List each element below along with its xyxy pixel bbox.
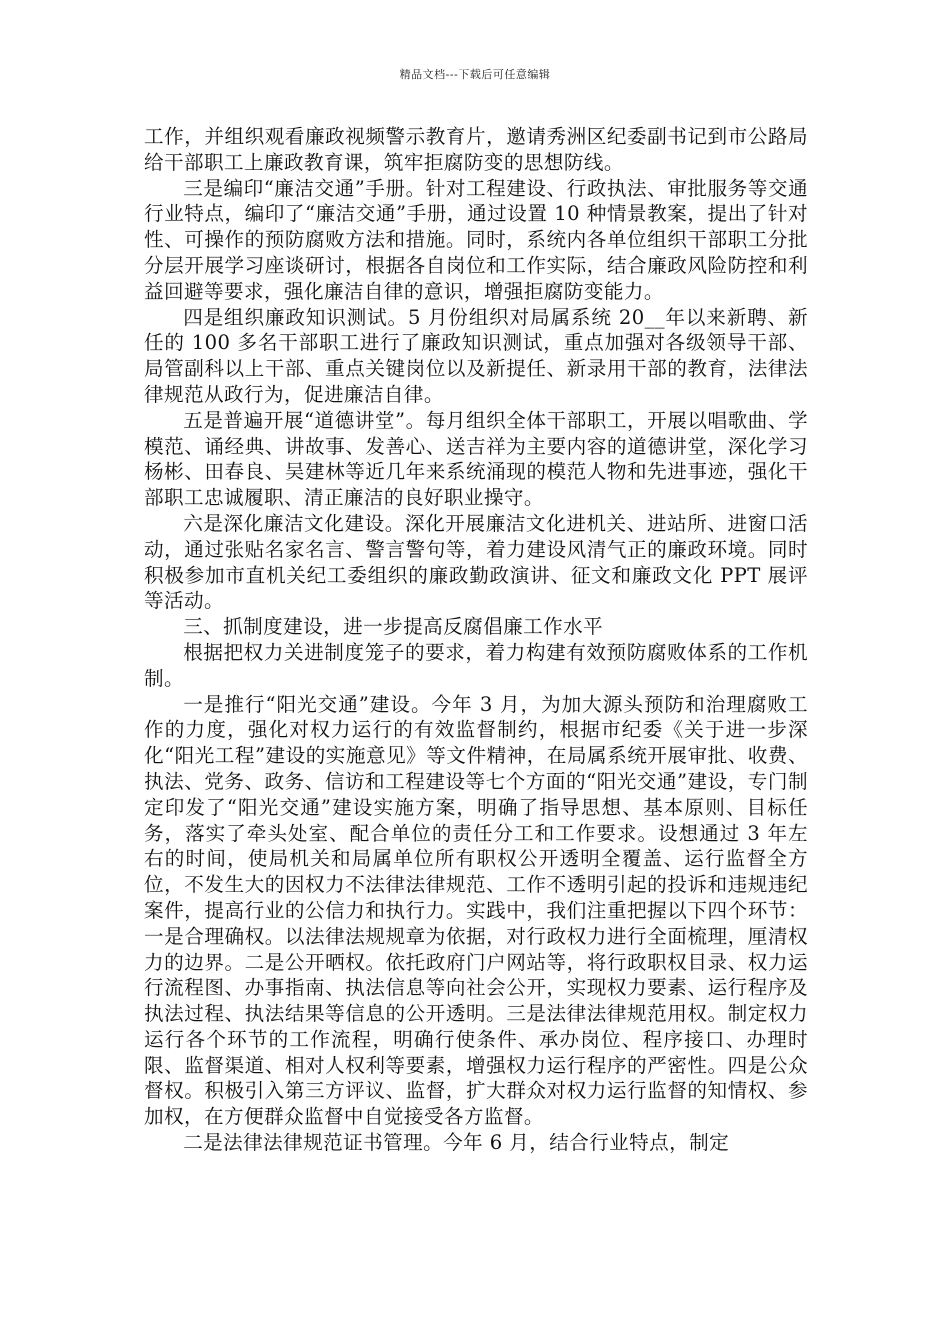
paragraph-sunshine-traffic: 一是推行“阳光交通”建设。今年 3 月，为加大源头预防和治理腐败工作的力度，强化对权力运行的有效监督制约，根据市纪委《关于进一步深化“阳光工程”建设的实施意见》等文件精神，在局属系统开展审批、收费、执法、党务、政务、信访和工程建设等七个方面的“阳光交通”建设，专门制定印发了“阳光交通”建设实施方案，明确了指导思想、基本原则、目标任务，落实了牵头处室、配合单位的责任分工和工作要求。设想通过 3 年左右的时间，使局机关和局属单位所有职权公开透明全覆盖、运行监督全方位，不发生大的因权力不法律法律规范、工作不透明引起的投诉和违规违纪案件，提高行业的公信力和执行力。实践中，我们注重把握以下四个环节：一是合理确权。以法律法规规章为依据，对行政权力进行全面梳理，厘清权力的边界。二是公开晒权。依托政府门户网站等，将行政职权目录、权力运行流程图、办事指南、执法信息等向社会公开，实现权力要素、运行程序及执法过程、执法结果等信息的公开透明。三是法律法律规范用权。制定权力运行各个环节的工作流程，明确行使条件、承办岗位、程序接口、办理时限、监督渠道、相对人权利等要素，增强权力运行程序的严密性。四是公众督权。积极引入第三方评议、监督，扩大群众对权力运行监督的知情权、参加权，在方便群众监督中自觉接受各方监督。 [144, 692, 808, 1129]
paragraph-continuation: 工作，并组织观看廉政视频警示教育片，邀请秀洲区纪委副书记到市公路局给干部职工上廉政教育课，筑牢拒腐防变的思想防线。 [144, 125, 808, 174]
paragraph-intro: 根据把权力关进制度笼子的要求，着力构建有效预防腐败体系的工作机制。 [144, 640, 808, 690]
paragraph-clean-culture: 六是深化廉洁文化建设。深化开展廉洁文化进机关、进站所、进窗口活动，通过张贴名家名言、警言警句等，着力建设风清气正的廉政环境。同时积极参加市直机关纪工委组织的廉政勤政演讲、征文和廉政文化 PPT 展评等活动。 [144, 511, 808, 613]
paragraph-certificate-management: 二是法律法律规范证书管理。今年 6 月，结合行业特点，制定 [183, 1131, 730, 1155]
paragraph-handbook: 三是编印“廉洁交通”手册。针对工程建设、行政执法、审批服务等交通行业特点，编印了“廉洁交通”手册，通过设置 10 种情景教案，提出了针对性、可操作的预防腐败方法和措施。同时，系统内各单位组织干部职工分批分层开展学习座谈研讨，根据各自岗位和工作实际，结合廉政风险防控和利益回避等要求，强化廉洁自律的意识，增强拒腐防变能力。 [144, 176, 808, 303]
paragraph-moral-lecture: 五是普遍开展“道德讲堂”。每月组织全体干部职工，开展以唱歌曲、学模范、诵经典、讲故事、发善心、送吉祥为主要内容的道德讲堂，深化学习杨彬、田春良、吴建林等近几年来系统涌现的模范人物和先进事迹，强化干部职工忠诚履职、清正廉洁的良好职业操守。 [144, 408, 808, 510]
section-heading: 三、抓制度建设，进一步提高反腐倡廉工作水平 [183, 615, 604, 639]
paragraph-knowledge-test: 四是组织廉政知识测试。5 月份组织对局属系统 20__年以来新聘、新任的 100 多名干部职工进行了廉政知识测试，重点加强对各级领导干部、局管副科以上干部、重点关键岗位以及新提任、新录用干部的教育，法律法律规范从政行为，促进廉洁自律。 [144, 305, 808, 406]
document-body [144, 124, 808, 1156]
page-header: 精品文档---下载后可任意编辑 [399, 68, 551, 81]
